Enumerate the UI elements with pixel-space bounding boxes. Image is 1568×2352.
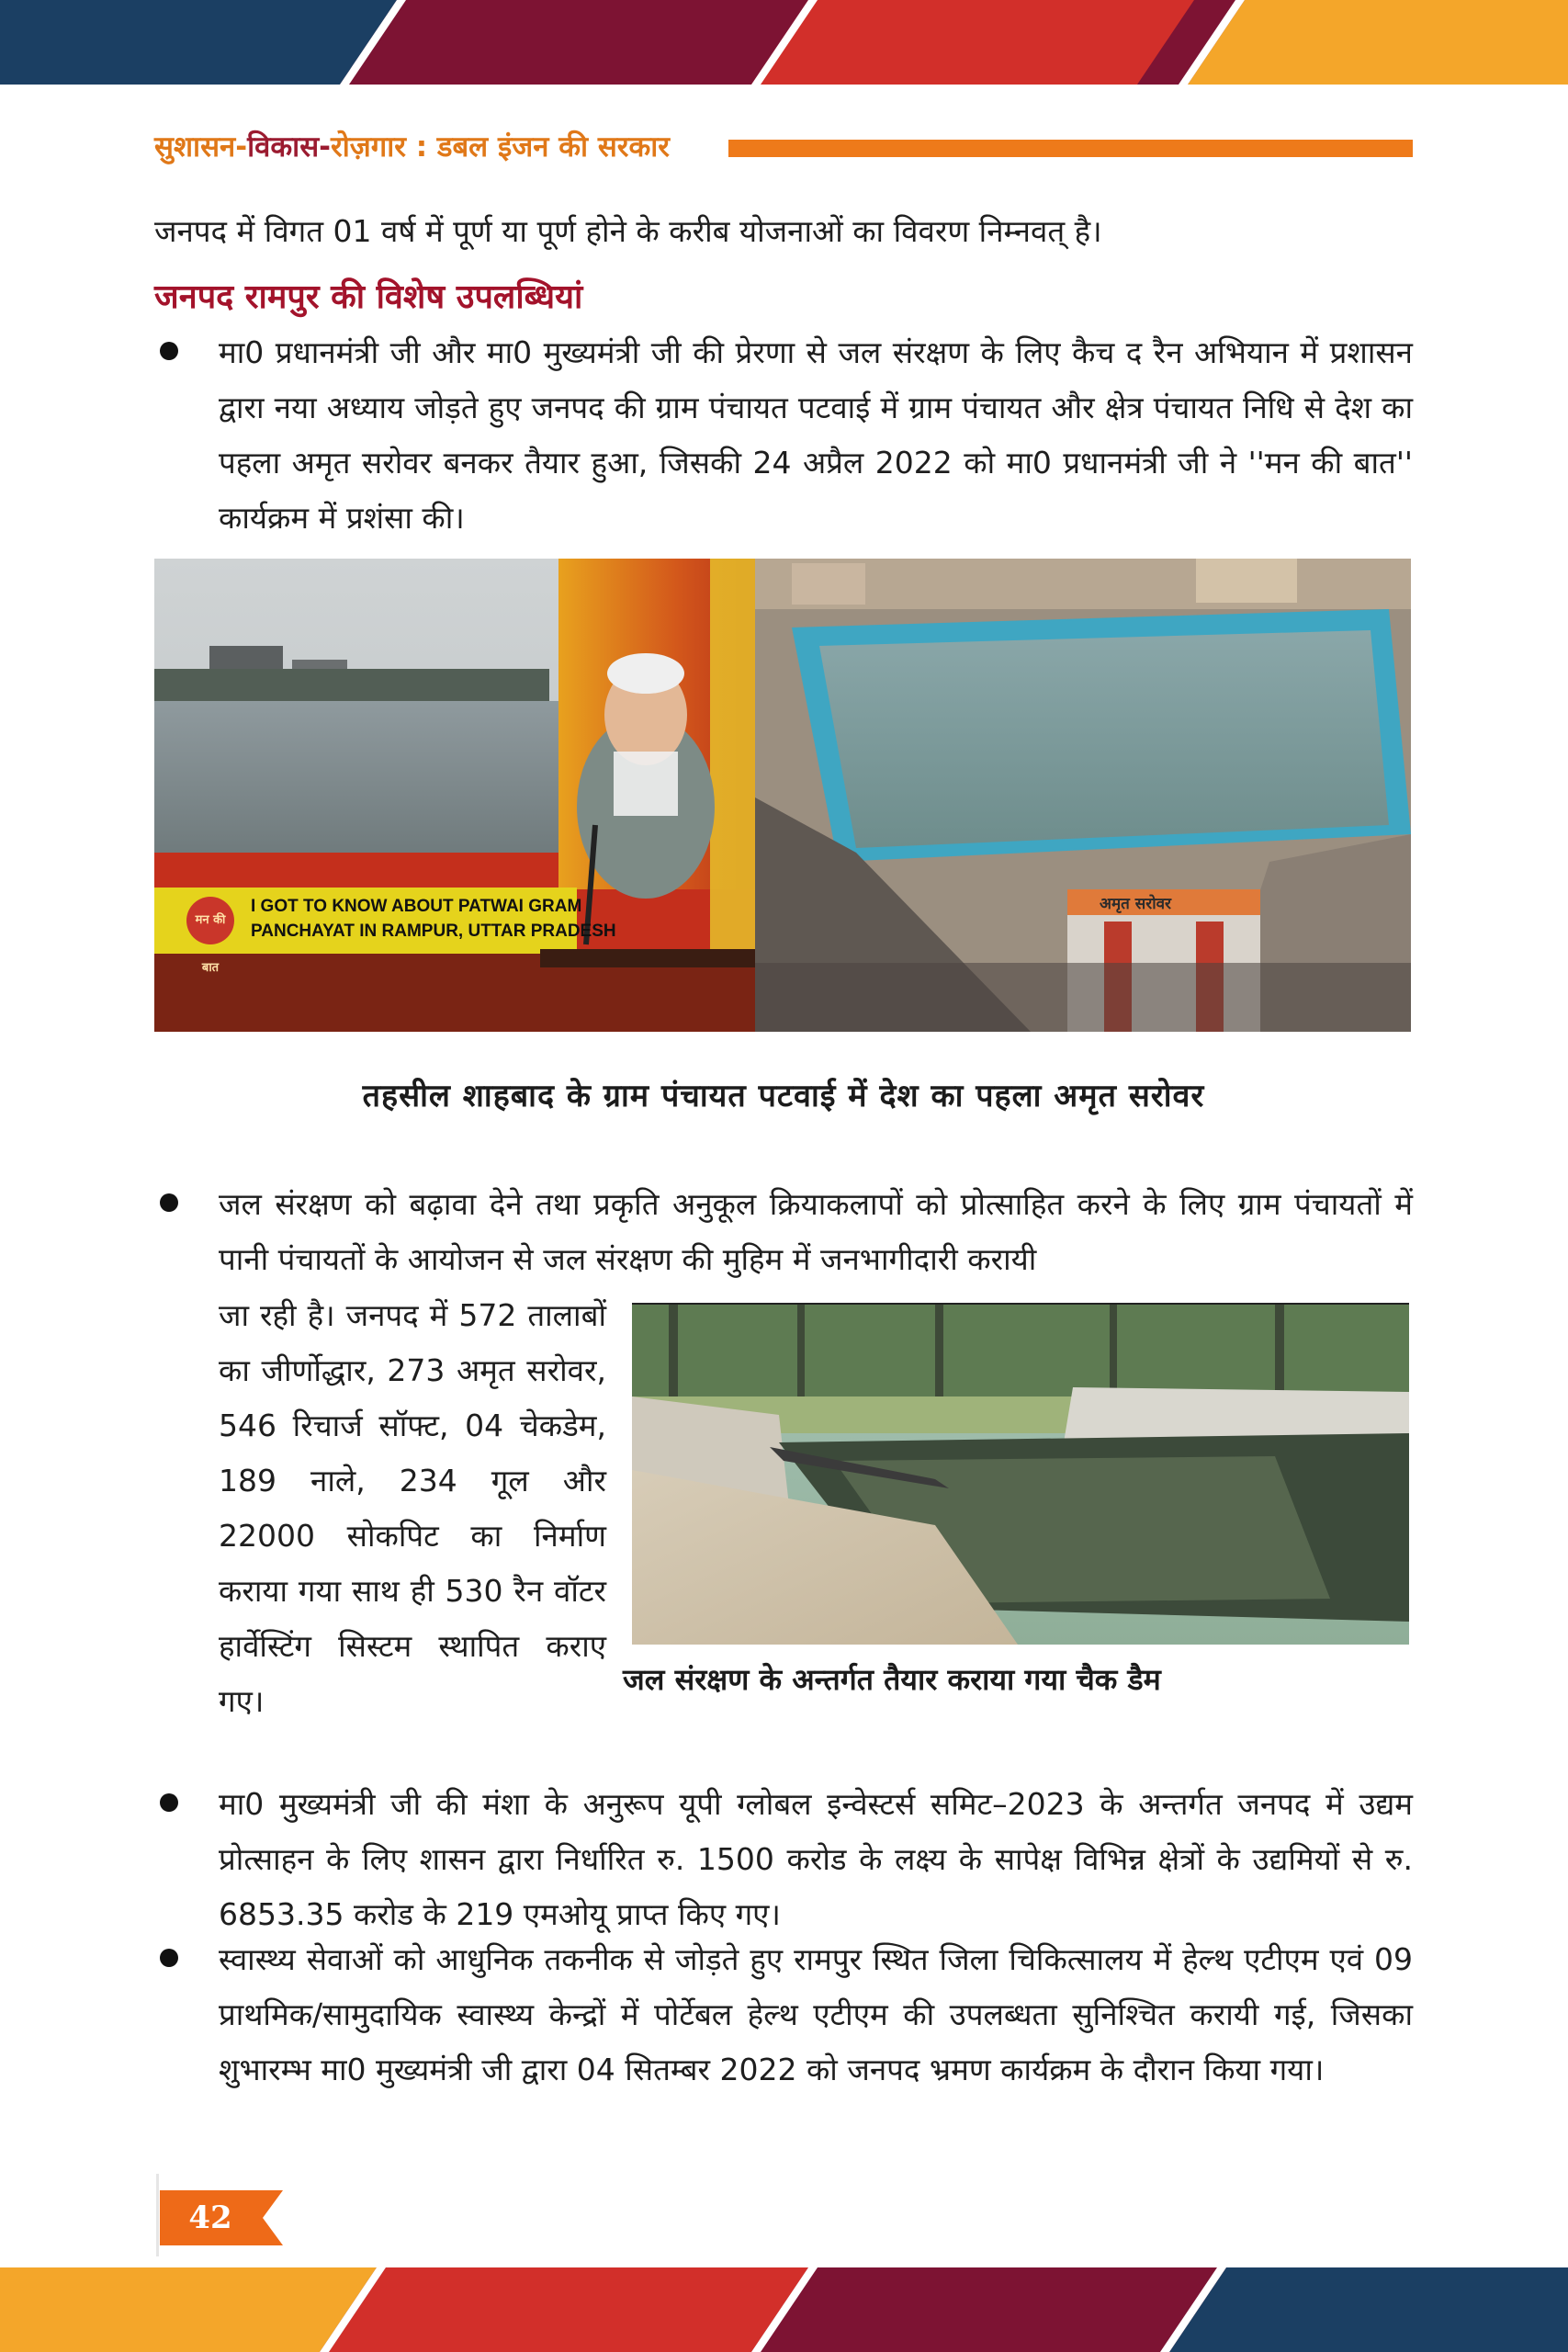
banner-line-1: I GOT TO KNOW ABOUT PATWAI GRAM	[251, 897, 582, 916]
gate-sign-text: अमृत सरोवर	[1100, 895, 1172, 913]
header-title-part-1: सुशासन-	[154, 130, 248, 164]
bullet-text-investors-summit: मा0 मुख्यमंत्री जी की मंशा के अनुरूप यूपी ग्लोबल इन्वेस्टर्स समिट–2023 के अन्तर्गत जनपद में उद्यम प्रोत्साहन के लिए शासन द्वारा निर्धारित रु. 1500 करोड के लक्ष्य के सापेक्ष विभिन्न क्षेत्रों के उद्यमियों से रु. 6853.35 करोड के 219 एमओयू प्राप्त किए गए।	[219, 1786, 1413, 1932]
top-decorative-band	[0, 0, 1568, 85]
header-title-part-3: रोज़गार : डबल इंजन की सरकार	[331, 130, 670, 164]
header-title	[154, 129, 670, 165]
intro-text: जनपद में विगत 01 वर्ष में पूर्ण या पूर्ण होने के करीब योजनाओं का विवरण निम्नवत् है।	[154, 213, 1102, 249]
section-heading: जनपद रामपुर की विशेष उपलब्धियां	[154, 278, 583, 316]
broadcast-banner-text	[251, 894, 616, 944]
banner-line-2: PANCHAYAT IN RAMPUR, UTTAR PRADESH	[251, 922, 616, 941]
bullet-text-amrit-sarovar: मा0 प्रधानमंत्री जी और मा0 मुख्यमंत्री जी की प्रेरणा से जल संरक्षण के लिए कैच द रैन अभियान में प्रशासन द्वारा नया अध्याय जोड़ते हुए जनपद की ग्राम पंचायत पटवाई में ग्राम पंचायत और क्षेत्र पंचायत निधि से देश का पहला अमृत सरोवर बनकर तैयार हुआ, जिसकी 24 अप्रैल 2022 को मा0 प्रधानमंत्री जी ने ''मन की बात'' कार्यक्रम में प्रशंसा की।	[219, 334, 1413, 536]
bullet-dot	[160, 1193, 178, 1212]
photo-check-dam	[632, 1305, 1409, 1645]
bullet-text-health-atm: स्वास्थ्य सेवाओं को आधुनिक तकनीक से जोड़ते हुए रामपुर स्थित जिला चिकित्सालय में हेल्थ एटीएम एवं 09 प्राथमिक/सामुदायिक स्वास्थ्य केन्द्रों में पोर्टेबल हेल्थ एटीएम की उपलब्धता सुनिश्चित करायी गई, जिसका शुभारम्भ मा0 मुख्यमंत्री जी द्वारा 04 सितम्बर 2022 को जनपद भ्रमण कार्यक्रम के दौरान किया गया।	[219, 1941, 1413, 2087]
header-orange-rule	[728, 140, 1413, 157]
bullet-text-water-stats: जा रही है। जनपद में 572 तालाबों का जीर्णोद्धार, 273 अमृत सरोवर, 546 रिचार्ज सॉफ्ट, 04 चेकडेम, 189 नाले, 234 गूल और 22000 सोकपिट का निर्माण कराया गया साथ ही 530 रैन वॉटर हार्वेस्टिंग सिस्टम स्थापित कराए गए।	[219, 1297, 606, 1719]
running-header	[154, 129, 1413, 165]
mann-ki-baat-logo: मन की बात	[186, 897, 234, 944]
page-number: 42	[188, 2199, 232, 2236]
photo-mann-ki-baat	[154, 559, 755, 1032]
bullet-text-water-conservation: जल संरक्षण को बढ़ावा देने तथा प्रकृति अनुकूल क्रियाकलापों को प्रोत्साहित करने के लिए ग्राम पंचायतों में पानी पंचायतों के आयोजन से जल संरक्षण की मुहिम में जनभागीदारी करायी	[219, 1186, 1413, 1277]
page-number-shadow	[156, 2174, 159, 2256]
caption-check-dam: जल संरक्षण के अन्तर्गत तैयार कराया गया चैक डैम	[623, 1662, 1161, 1697]
photo-amrit-sarovar-pond	[755, 559, 1411, 1032]
bottom-decorative-band	[0, 2267, 1568, 2352]
bullet-dot	[160, 1793, 178, 1812]
bullet-dot	[160, 342, 178, 360]
caption-amrit-sarovar: तहसील शाहबाद के ग्राम पंचायत पटवाई में देश का पहला अमृत सरोवर	[362, 1078, 1205, 1114]
bullet-dot	[160, 1949, 178, 1967]
header-title-part-2: विकास-	[247, 130, 332, 164]
